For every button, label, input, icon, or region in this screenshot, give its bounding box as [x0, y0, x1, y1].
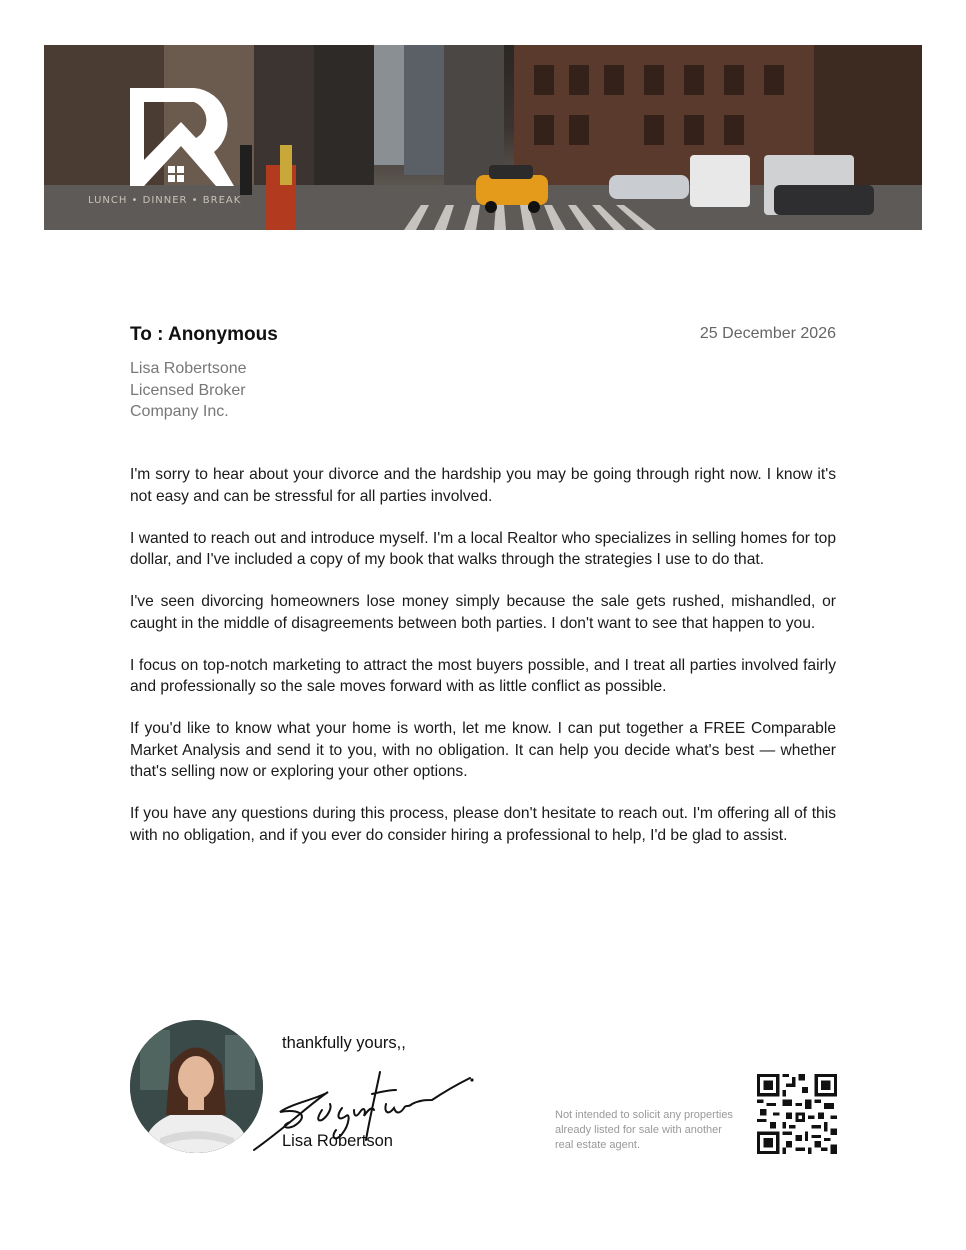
qr-code-icon: [757, 1074, 837, 1154]
signer-name: Lisa Robertson: [282, 1132, 393, 1150]
storefront-sign-text: LUNCH • DINNER • BREAK: [88, 195, 242, 206]
letter-body: [130, 464, 836, 867]
sender-block: [130, 358, 247, 423]
body-paragraph: If you have any questions during this process, please don't hesitate to reach out. I'm offering all of this with no obligation, and if you ever do consider hiring a professional to help, I'd be glad to assist.: [130, 805, 836, 844]
body-paragraph: If you'd like to know what your home is worth, let me know. I can put together a FREE Comparable Market Analysis and send it to you, with no obligation. It can help you decide what's best — whether that's selling now or exploring your other options.: [130, 720, 836, 780]
sender-name: Lisa Robertsone: [130, 360, 247, 377]
body-paragraph: I focus on top-notch marketing to attract the most buyers possible, and I treat all parties involved fairly and professionally so the sale moves forward with as little conflict as possible.: [130, 656, 836, 695]
body-paragraph: I wanted to reach out and introduce myself. I'm a local Realtor who specializes in selling homes for top dollar, and I've included a copy of my book that walks through the strategies I use to do that.: [130, 529, 836, 568]
letter-date: 25 December 2026: [699, 325, 836, 342]
sender-title: Licensed Broker: [130, 381, 246, 399]
closing-line: thankfully yours,,: [282, 1034, 406, 1052]
agent-portrait-icon: [130, 1020, 263, 1153]
body-paragraph: I'm sorry to hear about your divorce and the hardship you may be going through right now. I know it's not easy and can be stressful for all parties involved.: [130, 466, 836, 505]
disclaimer-text: Not intended to solicit any properties already listed for sale with another real estate agent.: [555, 1109, 733, 1151]
body-paragraph: I've seen divorcing homeowners lose money simply because the sale gets rushed, mishandled, or caught in the middle of disagreements between both parties. I don't want to see that happen to you.: [130, 593, 836, 632]
sender-company: Company Inc.: [130, 403, 229, 420]
realtor-house-logo: [128, 86, 236, 190]
recipient-line: To : Anonymous: [130, 324, 278, 345]
